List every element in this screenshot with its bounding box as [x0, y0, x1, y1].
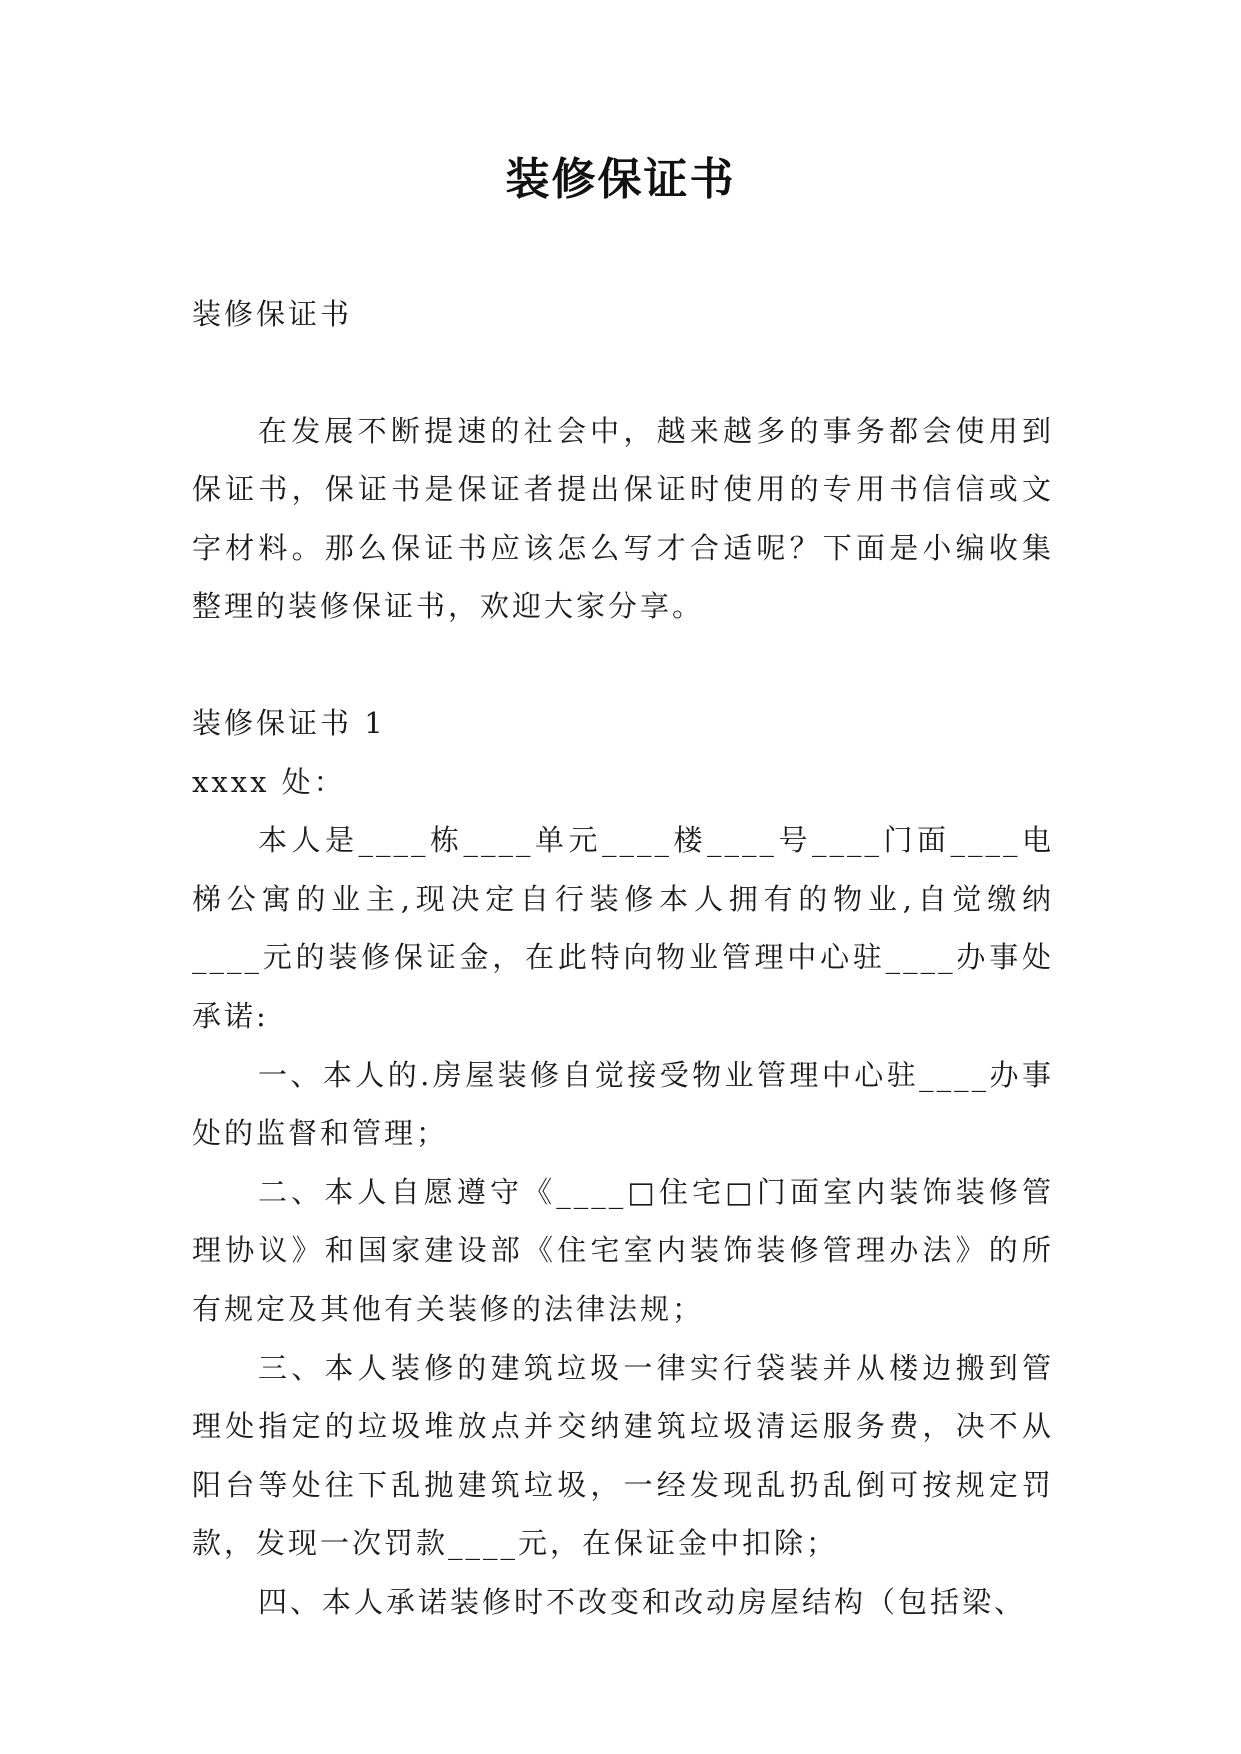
clause-3: 三、本人装修的建筑垃圾一律实行袋装并从楼边搬到管理处指定的垃圾堆放点并交纳建筑垃圾清运服务费，决不从阳台等处往下乱抛建筑垃圾，一经发现乱扔乱倒可按规定罚款，发现一次罚款____元，在保证金中扣除；: [192, 1350, 1054, 1561]
section-heading: 装修保证书 1: [192, 705, 386, 740]
intro-paragraph: 在发展不断提速的社会中，越来越多的事务都会使用到保证书，保证书是保证者提出保证时使用的专用书信信或文字材料。那么保证书应该怎么写才合适呢？下面是小编收集整理的装修保证书，欢迎大家分享。: [192, 413, 1054, 624]
spacer: [192, 636, 1054, 694]
body-paragraph: 本人是____栋____单元____楼____号____门面____电梯公寓的业主,现决定自行装修本人拥有的物业,自觉缴纳____元的装修保证金，在此特向物业管理中心驻____办事处承诺:: [192, 823, 1054, 1033]
clause-4: 四、本人承诺装修时不改变和改动房屋结构（包括梁、: [258, 1584, 1027, 1619]
spacer: [192, 344, 1054, 402]
document-title: 装修保证书: [505, 154, 736, 205]
document-subtitle: 装修保证书: [192, 297, 353, 331]
addressee: xxxx 处：: [192, 764, 346, 799]
clause-1: 一、本人的.房屋装修自觉接受物业管理中心驻____办事处的监督和管理；: [192, 1057, 1054, 1151]
document-body: [192, 285, 1054, 1631]
clause-2: 二、本人自愿遵守《____□住宅□门面室内装饰装修管理协议》和国家建设部《住宅室内装饰装修管理办法》的所有规定及其他有关装修的法律法规；: [192, 1174, 1054, 1326]
